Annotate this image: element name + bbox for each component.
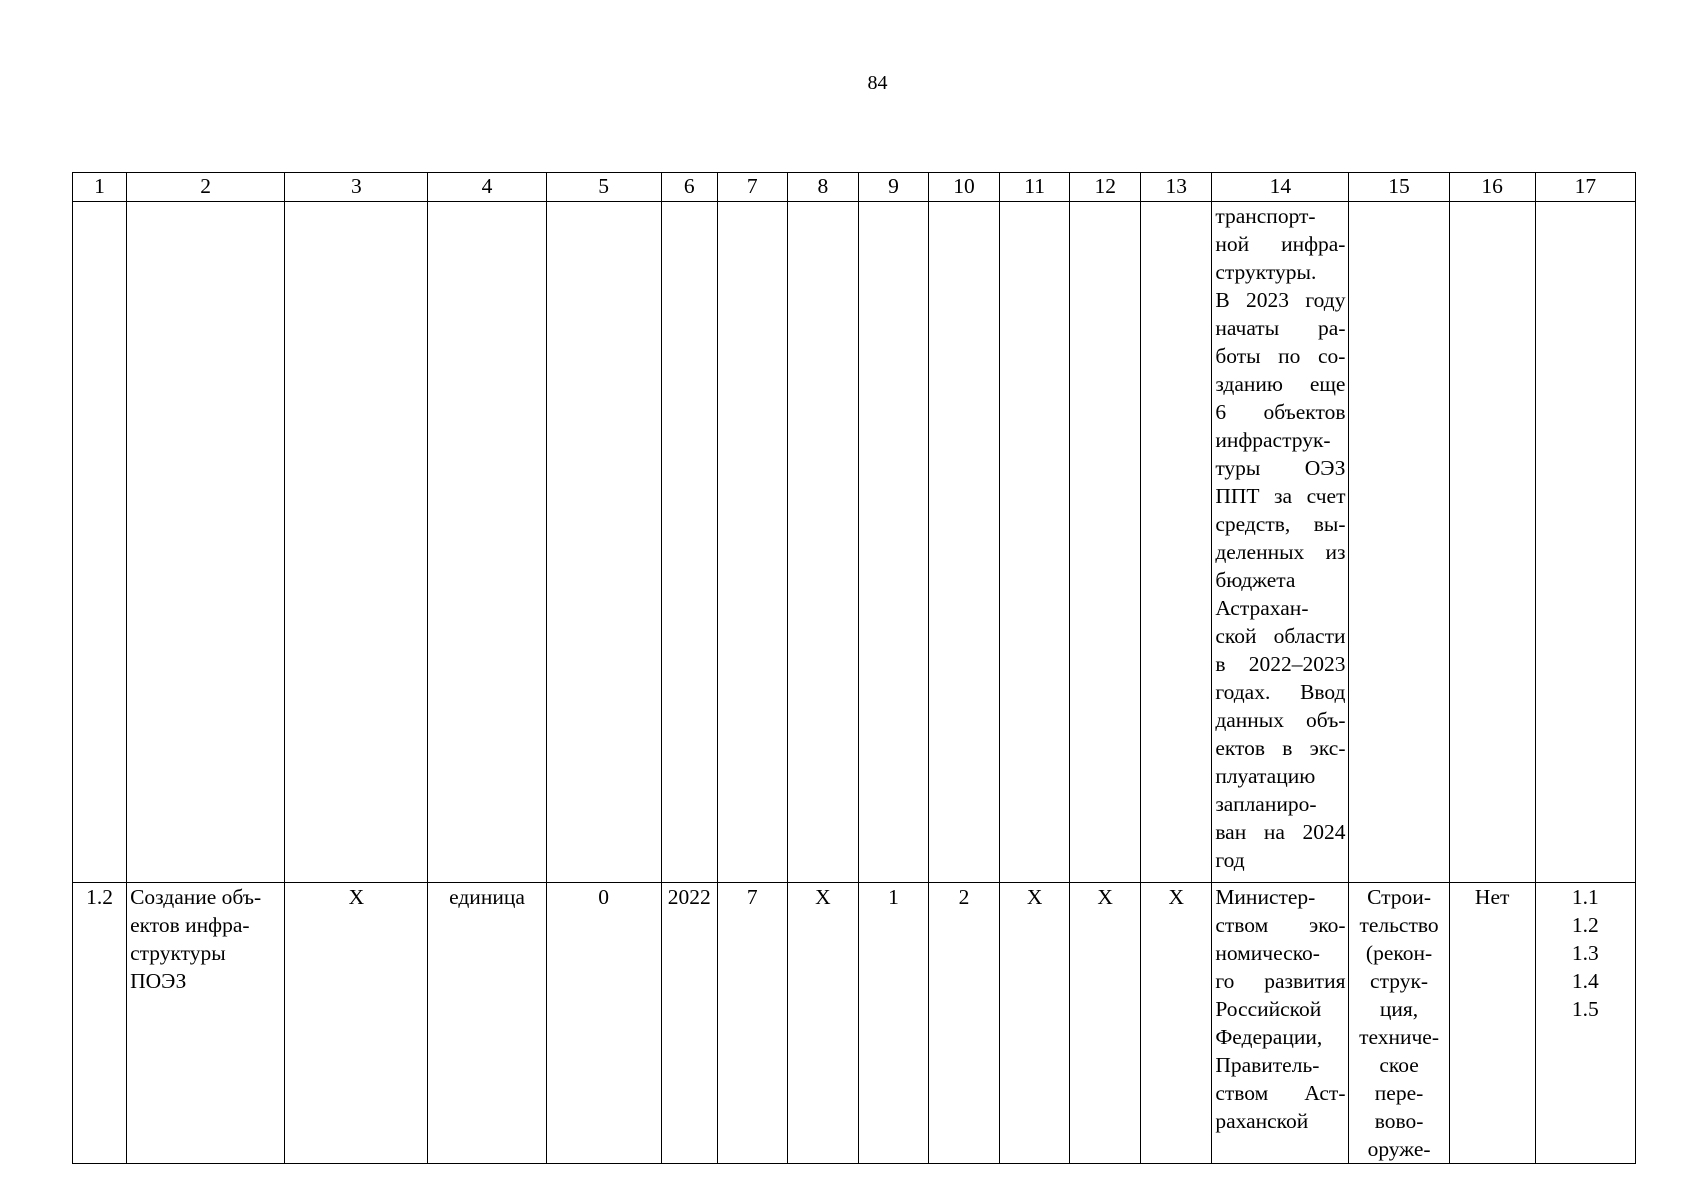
text-line: ной инфра- [1215,232,1346,256]
col-header: 17 [1535,173,1635,202]
text-line: техниче- [1359,1025,1440,1049]
text-line: ектов в экс- [1215,736,1346,760]
text-line: Астрахан- [1215,596,1309,620]
page-number: 84 [867,72,888,94]
text-line: боты по со- [1215,344,1346,368]
multiline-text [1215,883,1345,1135]
table-cell [1070,202,1141,883]
table-cell: 7 [717,883,787,1164]
unit-cell: единица [428,883,546,1164]
table-cell [717,202,787,883]
text-line: ской области [1215,624,1346,648]
text-line: Российской [1215,997,1322,1021]
text-line: 1.3 [1571,941,1599,965]
text-line: структуры [130,941,226,965]
text-line: туры ОЭЗ [1215,456,1346,480]
table-cell: Х [285,883,428,1164]
table-cell: 2 [929,883,1000,1164]
text-line: вово- [1374,1109,1424,1133]
data-table [72,172,1636,1164]
col-header: 6 [661,173,717,202]
col-header: 15 [1349,173,1449,202]
related-items-cell [1535,883,1635,1164]
table-cell [127,202,285,883]
col-header: 10 [929,173,1000,202]
text-line: транспорт- [1215,204,1316,228]
table-cell [787,202,858,883]
col-header: 14 [1212,173,1349,202]
text-line: В 2023 году [1215,288,1346,312]
text-line: годах. Ввод [1215,680,1346,704]
multiline-text [1539,883,1632,1023]
table-cell: Х [1070,883,1141,1164]
table-row-continuation [73,202,1636,883]
text-line: раханской [1215,1109,1309,1133]
header-row [73,173,1636,202]
text-line: тельство [1359,913,1439,937]
text-line: Министер- [1215,885,1316,909]
col-header: 13 [1141,173,1212,202]
text-line: структуры. [1215,260,1317,284]
text-line: ское пере- [1374,1053,1424,1105]
col-header: 11 [1000,173,1070,202]
text-line: год [1215,848,1245,872]
text-line: запланиро- [1215,792,1317,816]
table-cell [73,202,127,883]
table-cell: Х [1141,883,1212,1164]
table-cell [661,202,717,883]
text-line: зданию еще [1215,372,1346,396]
multiline-text [1352,883,1445,1163]
text-line: деленных из [1215,540,1346,564]
text-line: ством Аст- [1215,1081,1346,1105]
col-header: 2 [127,173,285,202]
text-line: 1.5 [1571,997,1599,1021]
text-line: ППТ за счет [1215,484,1346,508]
col-header: 12 [1070,173,1141,202]
text-line: 1.4 [1571,969,1599,993]
text-line: плуатацию [1215,764,1316,788]
table-cell-col14 [1212,202,1349,883]
col-header: 7 [717,173,787,202]
table-cell [1449,202,1535,883]
table-cell: Х [787,883,858,1164]
text-line: 6 объектов [1215,400,1346,424]
col-header: 1 [73,173,127,202]
table-cell [428,202,546,883]
multiline-text [130,883,281,995]
activity-type-cell [1349,883,1449,1164]
table-cell [929,202,1000,883]
text-line: Строи- [1367,885,1431,909]
col-header: 5 [546,173,661,202]
responsible-cell [1212,883,1349,1164]
text-line: Федерации, [1215,1025,1323,1049]
table-cell: Нет [1449,883,1535,1164]
col-header: 3 [285,173,428,202]
text-line: 1.1 [1571,885,1599,909]
text-line: данных объ- [1215,708,1346,732]
text-line: оруже- [1367,1137,1431,1161]
table-cell: 1 [858,883,928,1164]
text-line: струк- [1370,969,1429,993]
table-cell [858,202,928,883]
col-header: 8 [787,173,858,202]
text-line: Создание объ- [130,885,262,909]
multiline-text [1215,202,1345,874]
table-cell: Х [1000,883,1070,1164]
col-header: 16 [1449,173,1535,202]
text-line: 1.2 [1571,913,1599,937]
text-line: ектов инфра- [130,913,250,937]
text-line: бюджета [1215,568,1296,592]
table-row-1-2 [73,883,1636,1164]
text-line: (рекон- [1365,941,1433,965]
text-line: ция, [1379,997,1419,1021]
table-cell [285,202,428,883]
base-year-cell: 2022 [661,883,717,1164]
base-value-cell: 0 [546,883,661,1164]
text-line: ПОЭЗ [130,969,187,993]
text-line: начаты ра- [1215,316,1346,340]
text-line: в 2022–2023 [1215,652,1346,676]
text-line: ван на 2024 [1215,820,1346,844]
indicator-name-cell [127,883,285,1164]
text-line: ством эко- [1215,913,1346,937]
col-header: 4 [428,173,546,202]
text-line: средств, вы- [1215,512,1346,536]
text-line: номическо- [1215,941,1320,965]
table-cell [1141,202,1212,883]
table-cell [1000,202,1070,883]
text-line: го развития [1215,969,1346,993]
table-cell [1349,202,1449,883]
text-line: инфраструк- [1215,428,1331,452]
table-cell [546,202,661,883]
table-cell [1535,202,1635,883]
col-header: 9 [858,173,928,202]
text-line: Правитель- [1215,1053,1320,1077]
row-number-cell: 1.2 [73,883,127,1164]
